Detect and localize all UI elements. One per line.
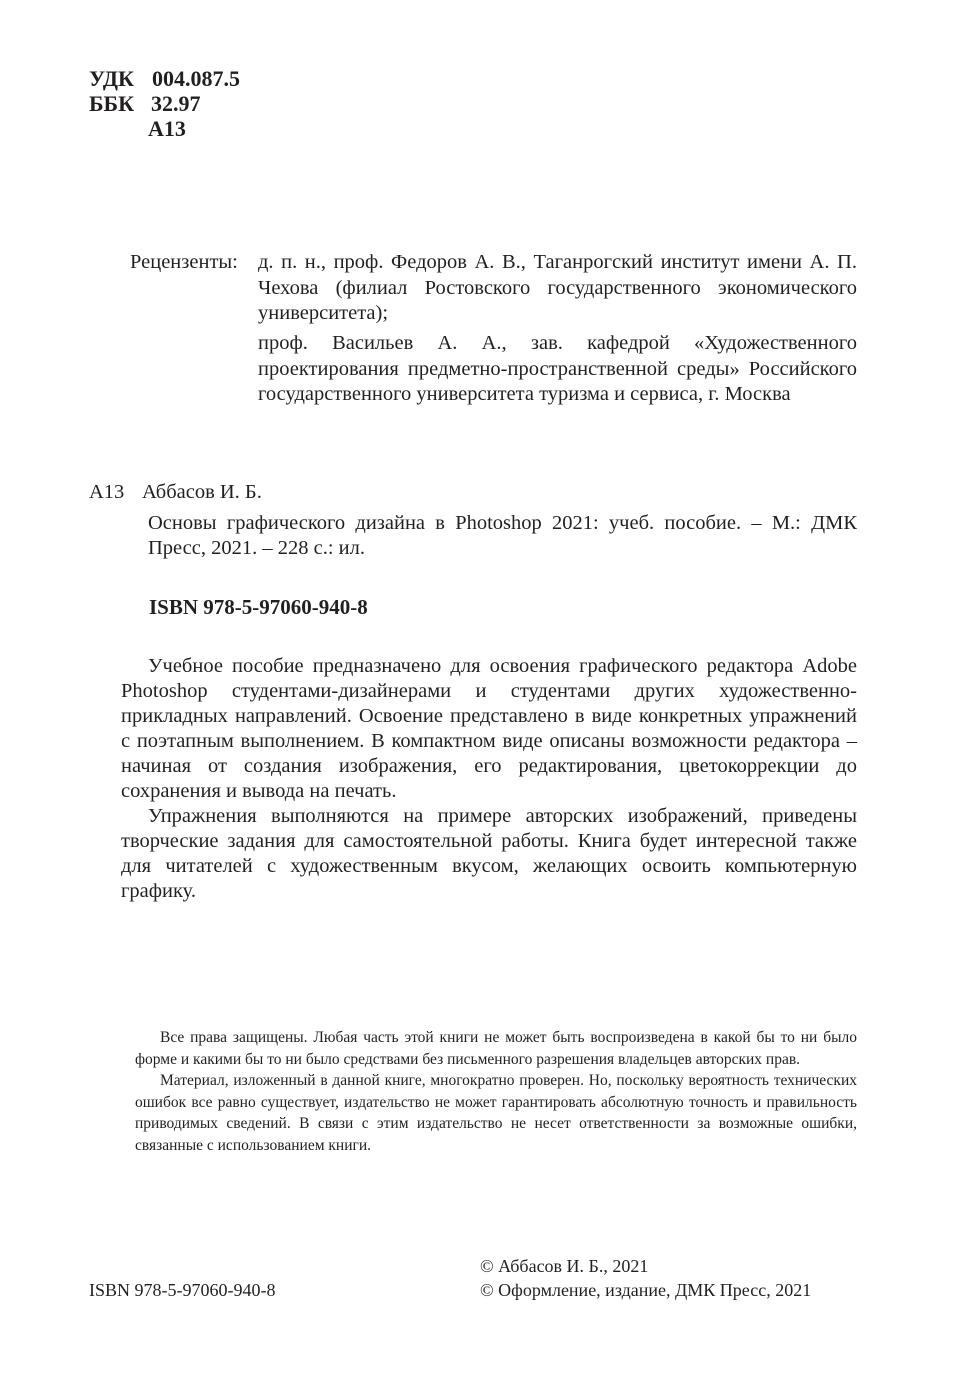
rights-notice bbox=[135, 1027, 857, 1156]
copyright-publisher: © Оформление, издание, ДМК Пресс, 2021 bbox=[480, 1280, 812, 1300]
catalog-title: Основы графического дизайна в Photoshop 2021: учеб. пособие. – М.: ДМК Пресс, 2021. – 228 с.: ил. bbox=[148, 512, 857, 559]
bbk-label: ББК bbox=[89, 91, 135, 116]
copyright-author: © Аббасов И. Б., 2021 bbox=[480, 1256, 649, 1276]
bbk-value: 32.97 bbox=[151, 91, 201, 116]
footer-isbn: ISBN 978-5-97060-940-8 bbox=[89, 1280, 276, 1300]
rights-paragraph: Все права защищены. Любая часть этой книги не может быть воспроизведена в какой бы то ни было форме и какими бы то ни было средствами без письменного разрешения владельцев авторских прав. bbox=[135, 1029, 857, 1068]
abstract bbox=[121, 654, 857, 904]
abstract-paragraph: Учебное пособие предназначено для освоения графического редактора Adobe Photoshop студентами-дизайнерами и студентами других художественно-прикладных направлений. Освоение представлено в виде конкретных упражнений с поэтапным выполнением. В компактном виде описаны возможности редактора – начиная от создания изображения, его редактирования, цветокоррекции до сохранения и вывода на печать. bbox=[121, 655, 857, 802]
catalog-author: Аббасов И. Б. bbox=[142, 481, 262, 503]
reviewer-entry: д. п. н., проф. Федоров А. В., Таганрогский институт имени А. П. Чехова (филиал Ростовского государственного экономического университета); bbox=[258, 251, 857, 324]
abstract-paragraph: Упражнения выполняются на примере авторских изображений, приведены творческие задания для самостоятельной работы. Книга будет интересной также для читателей с художественным вкусом, желающих освоить компьютерную графику. bbox=[121, 805, 857, 902]
reviewer-entry: проф. Васильев А. А., зав. кафедрой «Художественного проектирования предметно-пространственной среды» Российского государственного университета туризма и сервиса, г. Москва bbox=[258, 332, 857, 405]
isbn-main: ISBN 978-5-97060-940-8 bbox=[149, 595, 368, 619]
udk-value: 004.087.5 bbox=[152, 66, 240, 91]
rights-paragraph: Материал, изложенный в данной книге, многократно проверен. Но, поскольку вероятность технических ошибок все равно существует, издательство не может гарантировать абсолютную точность и правильность приводимых сведений. В связи с этим издательство не несет ответственности за возможные ошибки, связанные с использованием книги. bbox=[135, 1072, 857, 1154]
reviewers-label: Рецензенты: bbox=[130, 251, 238, 273]
catalog-code: А13 bbox=[89, 481, 125, 503]
author-code: А13 bbox=[148, 116, 186, 141]
udk-label: УДК bbox=[89, 66, 135, 91]
